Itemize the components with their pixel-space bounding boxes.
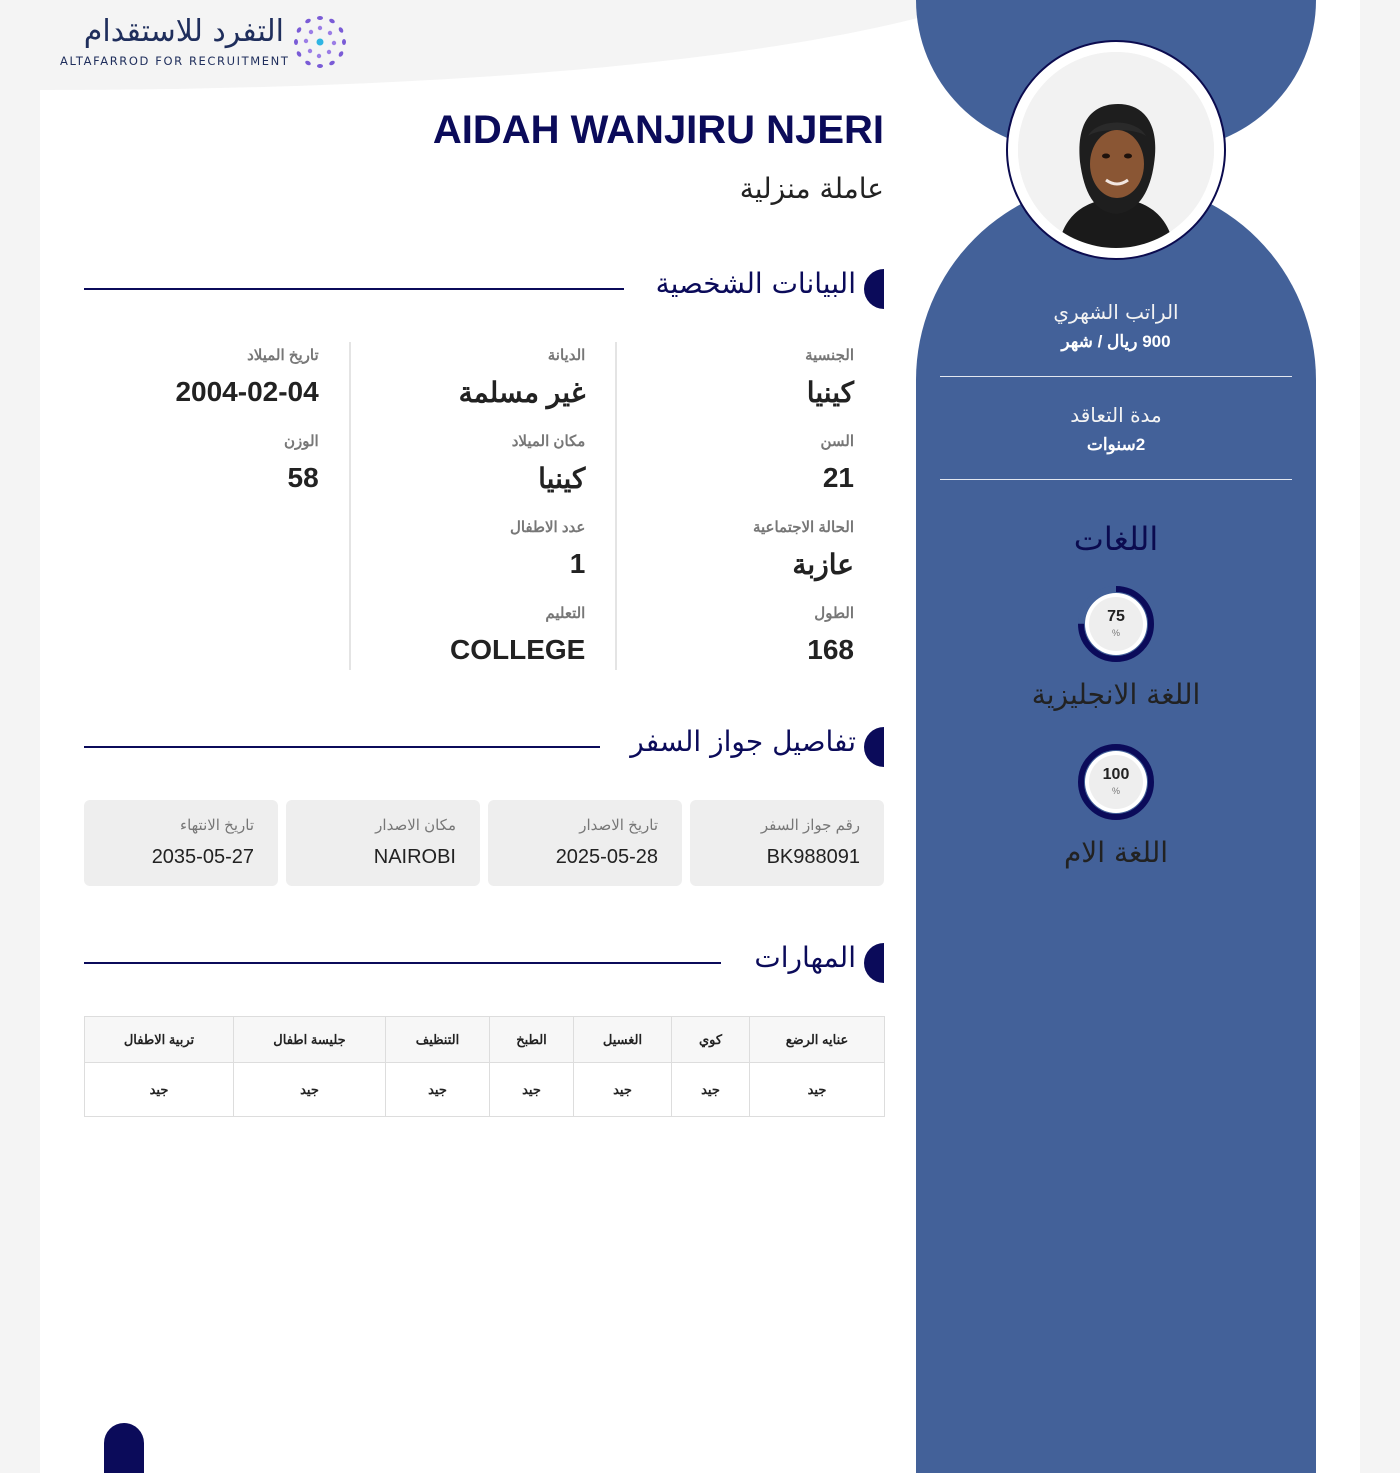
job-title: عاملة منزلية — [739, 172, 884, 205]
card-value: BK988091 — [766, 846, 860, 868]
info-field — [647, 428, 854, 514]
language-item-english — [940, 584, 1292, 711]
info-field — [647, 342, 854, 428]
section-marker — [864, 269, 884, 309]
skill-header: كوي — [672, 1017, 750, 1063]
language-progress-ring — [1076, 742, 1156, 822]
card-value: 2025-05-28 — [555, 846, 658, 868]
field-value: 1 — [569, 548, 586, 579]
section-title: البيانات الشخصية — [655, 267, 856, 300]
info-field — [114, 342, 319, 428]
card-value: NAIROBI — [373, 846, 456, 868]
field-label: عدد الاطفال — [509, 519, 586, 536]
contract-value: 2سنوات — [1086, 435, 1146, 454]
personal-column — [84, 342, 351, 670]
field-label: الطول — [814, 605, 854, 622]
field-value: كينيا — [806, 377, 854, 408]
personal-info-grid — [84, 342, 884, 670]
field-value: 21 — [822, 462, 854, 493]
skill-value: جيد — [85, 1063, 234, 1117]
section-title: المهارات — [754, 941, 856, 974]
personal-column — [617, 342, 884, 670]
passport-card — [690, 800, 884, 886]
field-value: 168 — [807, 634, 854, 665]
info-field — [647, 514, 854, 600]
info-field — [114, 428, 319, 514]
language-name: اللغة الانجليزية — [1031, 678, 1201, 711]
info-field — [381, 342, 586, 428]
skill-value: جيد — [490, 1063, 574, 1117]
field-label: الحالة الاجتماعية — [752, 519, 854, 536]
salary-value: 900 ريال / شهر — [1061, 332, 1171, 351]
passport-card — [488, 800, 682, 886]
candidate-name: AIDAH WANJIRU NJERI — [432, 108, 884, 152]
profile-photo — [1018, 52, 1214, 248]
card-label: مكان الاصدار — [375, 817, 456, 834]
skill-header: تربية الاطفال — [85, 1017, 234, 1063]
section-rule — [84, 288, 624, 290]
skill-header: عنايه الرضع — [750, 1017, 885, 1063]
field-label: التعليم — [545, 605, 586, 622]
profile-photo-frame — [1006, 40, 1226, 260]
section-marker — [864, 727, 884, 767]
skills-value-row — [85, 1063, 885, 1117]
field-label: تاريخ الميلاد — [247, 347, 319, 364]
language-item-mother — [940, 742, 1292, 869]
company-logo — [60, 12, 350, 72]
info-field — [381, 428, 586, 514]
field-value: عازبة — [792, 549, 854, 580]
language-percent: 100 — [1102, 766, 1130, 783]
card-label: تاريخ الانتهاء — [180, 817, 254, 834]
language-percent: 75 — [1107, 608, 1125, 625]
contract-block — [940, 377, 1292, 480]
passport-card — [84, 800, 278, 886]
language-name: اللغة الام — [1063, 836, 1169, 869]
salary-label: الراتب الشهري — [1053, 300, 1179, 324]
field-label: السن — [820, 433, 854, 450]
personal-column — [351, 342, 618, 670]
skill-value: جيد — [234, 1063, 386, 1117]
section-rule — [84, 746, 600, 748]
passport-cards — [84, 800, 884, 886]
language-percent-sign: % — [1111, 786, 1120, 796]
field-label: مكان الميلاد — [511, 433, 586, 450]
sidebar-info — [940, 290, 1292, 480]
field-label: الوزن — [283, 433, 319, 450]
skill-value: جيد — [386, 1063, 490, 1117]
skills-header-row — [85, 1017, 885, 1063]
field-value: كينيا — [538, 463, 586, 494]
skill-header: التنظيف — [386, 1017, 490, 1063]
skills-table — [84, 1016, 885, 1117]
card-value: 2035-05-27 — [151, 846, 254, 868]
logo-mark-icon — [292, 14, 348, 70]
language-progress-ring — [1076, 584, 1156, 664]
skill-header: الغسيل — [574, 1017, 672, 1063]
skill-value: جيد — [574, 1063, 672, 1117]
skill-header: الطبخ — [490, 1017, 574, 1063]
info-field — [381, 600, 586, 686]
skill-header: جليسة اطفال — [234, 1017, 386, 1063]
footer-marker — [104, 1423, 144, 1473]
field-label: الديانة — [547, 347, 586, 364]
field-value: غير مسلمة — [458, 377, 586, 408]
skill-value: جيد — [672, 1063, 750, 1117]
section-rule — [84, 962, 721, 964]
passport-card — [286, 800, 480, 886]
salary-block — [940, 290, 1292, 377]
field-label: الجنسية — [805, 347, 854, 364]
section-passport-header — [84, 725, 884, 769]
section-skills-header — [84, 941, 884, 985]
info-field — [381, 514, 586, 600]
skill-value: جيد — [750, 1063, 885, 1117]
section-personal-header — [84, 267, 884, 311]
languages-title: اللغات — [1073, 520, 1159, 558]
field-value: COLLEGE — [450, 634, 586, 665]
section-title: تفاصيل جواز السفر — [630, 725, 856, 758]
info-field — [647, 600, 854, 686]
card-label: رقم جواز السفر — [760, 817, 860, 834]
language-percent-sign: % — [1111, 628, 1120, 638]
card-label: تاريخ الاصدار — [579, 817, 658, 834]
field-value: 58 — [287, 462, 319, 493]
logo-text-en: ALTAFARROD FOR RECRUITMENT — [60, 54, 290, 68]
section-marker — [864, 943, 884, 983]
logo-text-ar: التفرد للاستقدام — [83, 14, 284, 49]
field-value: 2004-02-04 — [175, 376, 319, 407]
person-photo-icon — [1018, 52, 1214, 248]
contract-label: مدة التعاقد — [1070, 403, 1162, 427]
